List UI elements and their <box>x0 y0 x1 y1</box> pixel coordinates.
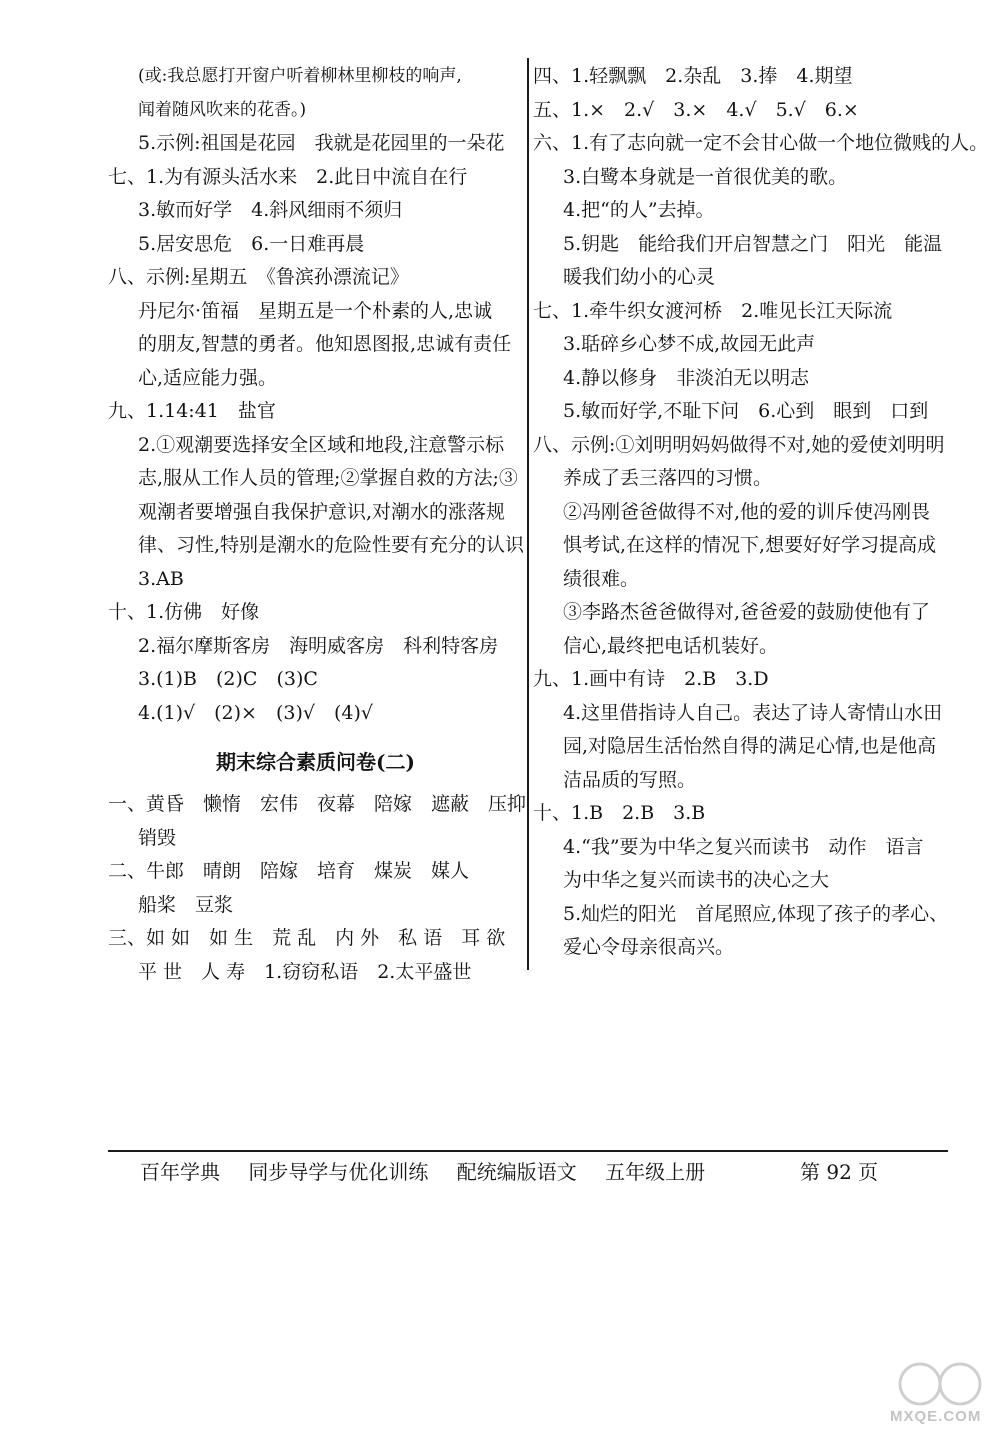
left-answer-line: 八、示例:星期五 《鲁滨孙漂流记》 <box>108 266 409 288</box>
footer-grade: 五年级上册 <box>605 1160 706 1184</box>
right-answer-line: 六、1.有了志向就一定不会甘心做一个地位微贱的人。 <box>533 132 989 154</box>
left-column <box>108 60 527 989</box>
right-answer-line: 园,对隐居生活怡然自得的满足心情,也是他高 <box>563 735 937 757</box>
right-answer-line: 3.白鹭本身就是一首很优美的歌。 <box>563 165 848 188</box>
right-answer-line: 绩很难。 <box>563 567 640 590</box>
page-number: 第 92 页 <box>800 1160 879 1184</box>
right-answer-line: 信心,最终把电话机装好。 <box>563 634 779 657</box>
right-answer-line: 四、1.轻飘飘 2.杂乱 3.捧 4.期望 <box>533 65 853 87</box>
left-answer-line: 5.居安思危 6.一日难再晨 <box>138 232 365 255</box>
footer-book-title <box>140 1156 727 1185</box>
right-answer-line: 5.灿烂的阳光 首尾照应,体现了孩子的孝心、 <box>563 902 949 925</box>
watermark-icon <box>890 1360 990 1410</box>
left-answer-line: 二、牛郎 晴朗 陪嫁 培育 煤炭 媒人 <box>108 860 470 882</box>
right-answer-line: 4.“我”要为中华之复兴而读书 动作 语言 <box>563 835 924 858</box>
right-answer-lines <box>533 60 989 965</box>
right-answer-line: 五、1.× 2.√ 3.× 4.√ 5.√ 6.× <box>533 98 859 121</box>
left-answer-line: 七、1.为有源头活水来 2.此日中流自在行 <box>108 165 468 188</box>
right-answer-line: 4.这里借指诗人自己。表达了诗人寄情山水田 <box>563 701 943 724</box>
left-answer-line: 十、1.仿佛 好像 <box>108 601 260 623</box>
right-answer-line: 八、示例:①刘明明妈妈做得不对,她的爱使刘明明 <box>533 433 945 456</box>
right-answer-line: 十、1.B 2.B 3.B <box>533 802 706 824</box>
right-answer-line: 养成了丢三落四的习惯。 <box>563 467 773 489</box>
left-answer-line: 3.(1)B (2)C (3)C <box>138 668 318 690</box>
left-answer-line: 3.敏而好学 4.斜风细雨不须归 <box>138 199 403 221</box>
left-answer-line: 销毁 <box>138 826 177 849</box>
footer-edition: 配统编版语文 <box>456 1160 577 1184</box>
left-answer-line: 律、习性,特别是潮水的危险性要有充分的认识 <box>138 534 525 556</box>
footer-rule <box>108 1150 948 1152</box>
left-answer-line: 闻着随风吹来的花香。) <box>138 99 307 120</box>
right-answer-line: 4.静以修身 非淡泊无以明志 <box>563 366 810 389</box>
left-answer-line: 九、1.14:41 盐官 <box>108 400 276 422</box>
left-answer-line: 船桨 豆浆 <box>138 893 234 916</box>
footer-brand: 百年学典 <box>140 1160 220 1184</box>
left-answer-line: 志,服从工作人员的管理;②掌握自救的方法;③ <box>138 467 518 489</box>
right-answer-line: ③李路杰爸爸做得对,爸爸爱的鼓励使他有了 <box>563 601 931 623</box>
left-answer-line: 5.示例:祖国是花园 我就是花园里的一朵花 <box>138 132 505 154</box>
right-answer-line: 4.把“的人”去掉。 <box>563 199 715 221</box>
left-answer-line: (或:我总愿打开窗户听着柳林里柳枝的响声, <box>138 66 462 86</box>
left-answer-line: 的朋友,智慧的勇者。他知恩图报,忠诚有责任 <box>138 333 512 355</box>
left-answer-line: 3.AB <box>138 567 184 590</box>
left-answer-line: 心,适应能力强。 <box>138 366 278 389</box>
left-answer-line: 4.(1)√ (2)× (3)√ (4)√ <box>138 701 374 724</box>
right-answer-line: 惧考试,在这样的情况下,想要好好学习提高成 <box>563 534 937 556</box>
column-divider <box>527 58 529 970</box>
left-answer-line: 观潮者要增强自我保护意识,对潮水的涨落规 <box>138 500 506 523</box>
right-answer-line: 爱心令母亲很高兴。 <box>563 936 735 958</box>
left-answer-line: 平 世 人 寿 1.窃窃私语 2.太平盛世 <box>138 960 472 983</box>
left-answer-line: 丹尼尔·笛福 星期五是一个朴素的人,忠诚 <box>138 299 493 322</box>
right-answer-line: 七、1.牵牛织女渡河桥 2.唯见长江天际流 <box>533 299 893 322</box>
footer-series: 同步导学与优化训练 <box>248 1160 429 1184</box>
right-answer-line: 3.聒碎乡心梦不成,故园无此声 <box>563 333 816 355</box>
right-answer-line: 九、1.画中有诗 2.B 3.D <box>533 668 769 690</box>
left-answer-lines <box>108 60 523 730</box>
right-answer-line: 5.敏而好学,不耻下问 6.心到 眼到 口到 <box>563 400 929 422</box>
right-answer-line: ②冯刚爸爸做得不对,他的爱的训斥使冯刚畏 <box>563 500 931 523</box>
section-title: 期末综合素质问卷(二) <box>216 750 415 774</box>
left-answer-line: 一、黄昏 懒惰 宏伟 夜幕 陪嫁 遮蔽 压抑 <box>108 793 527 815</box>
right-answer-line: 洁品质的写照。 <box>563 768 697 791</box>
right-answer-line: 为中华之复兴而读书的决心之大 <box>563 869 830 891</box>
right-answer-line: 暖我们幼小的心灵 <box>563 266 716 288</box>
left-answer-line: 三、如 如 如 生 荒 乱 内 外 私 语 耳 欲 <box>108 927 506 949</box>
right-column <box>533 60 989 965</box>
left-answer-lines-after-title <box>108 788 527 989</box>
watermark-text: MXQE.COM <box>890 1408 982 1425</box>
left-answer-line: 2.①观潮要选择安全区域和地段,注意警示标 <box>138 433 505 456</box>
right-answer-line: 5.钥匙 能给我们开启智慧之门 阳光 能温 <box>563 232 943 255</box>
watermark-logo <box>890 1360 990 1430</box>
left-answer-line: 2.福尔摩斯客房 海明威客房 科利特客房 <box>138 634 499 657</box>
